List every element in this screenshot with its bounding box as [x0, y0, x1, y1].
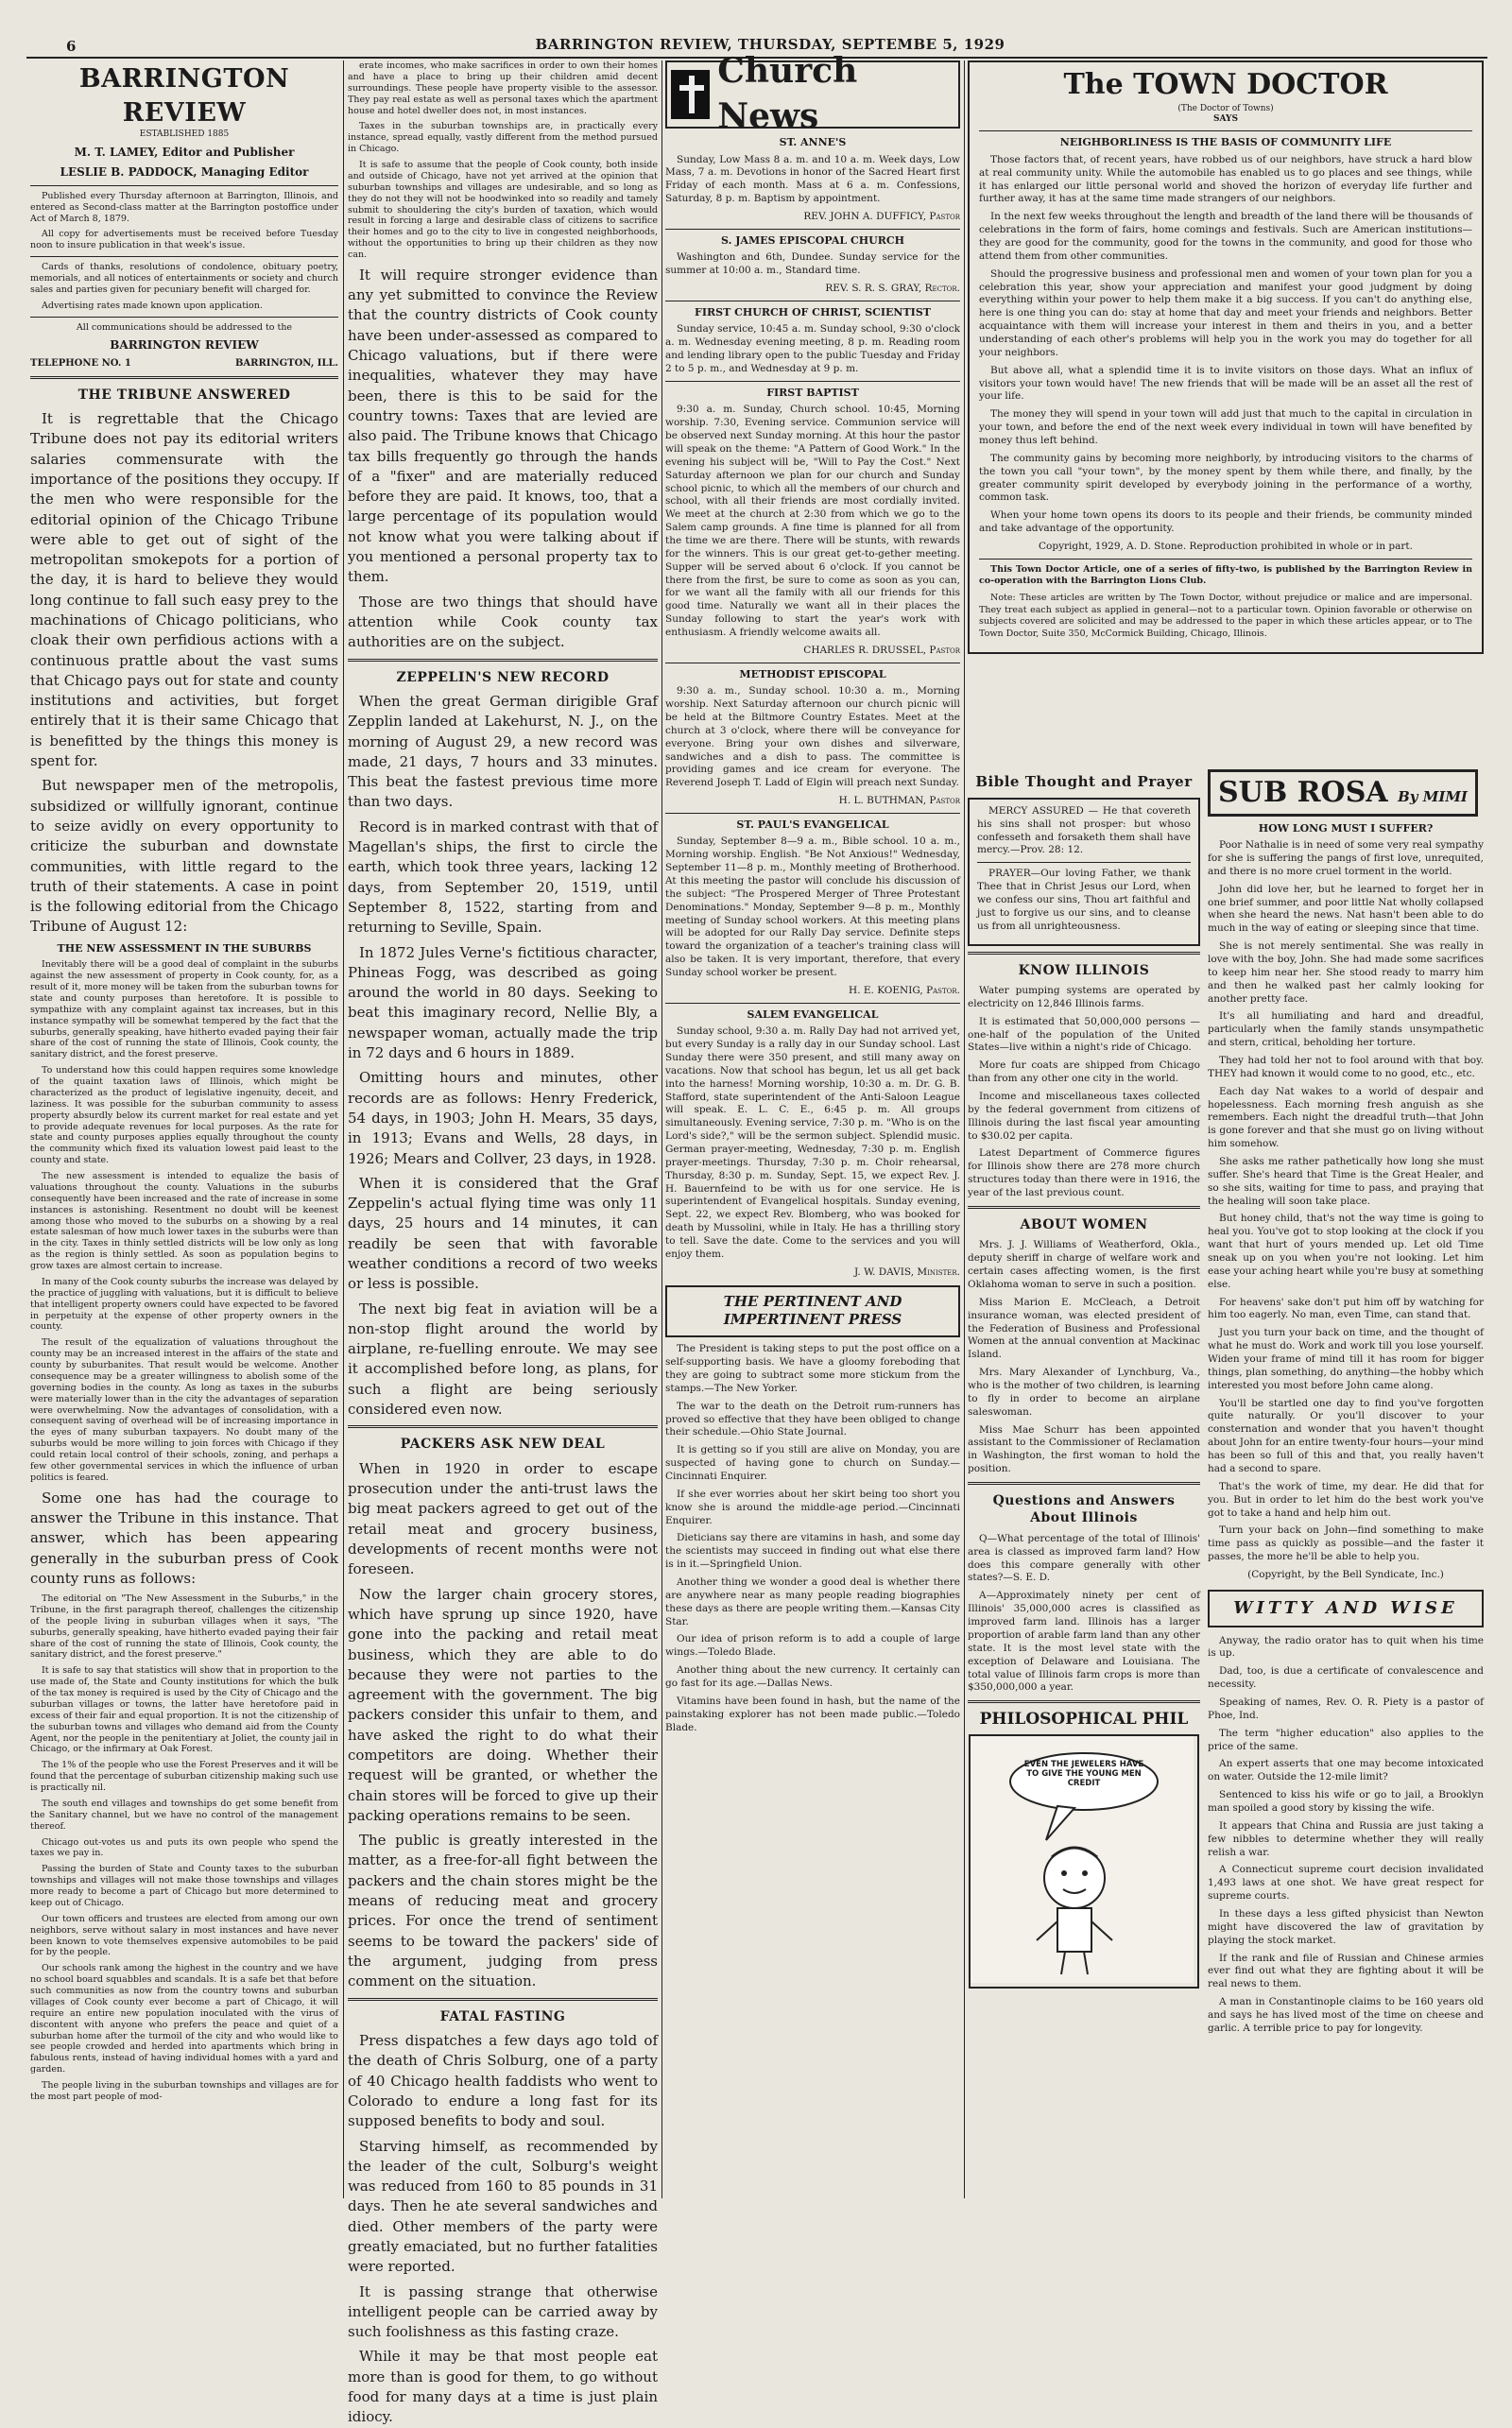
- paragraph: The editorial on "The New Assessment in the Suburbs," in the Tribune, in the first paragraph thereof, challenges the citizenship of the people living in suburban villages when it says, "The suburbs, generally speaking, have hitherto evaded paying their fair share of the cost of running the state of Illinois, Cook county, the sanitary district, and the forest preserve.": [30, 1593, 338, 1661]
- paragraph: It is estimated that 50,000,000 persons —one-half of the population of the United States—live within a night's ride of Chicago.: [968, 1015, 1200, 1054]
- cards-notice: Cards of thanks, resolutions of condolence, obituary poetry, memorials, and all notices of entertainments or society and church sales and parties given for pecuniary benefit will charged for.: [30, 262, 338, 295]
- communications-notice: All communications should be addressed to the: [76, 321, 293, 333]
- fasting-title: FATAL FASTING: [439, 2008, 566, 2024]
- church-news-title: Church News: [717, 51, 858, 136]
- town-doctor-notice: This Town Doctor Article, one of a series of fifty-two, is published by the Barrington Review in co-operation with the Barrington Lions Club.: [979, 563, 1472, 587]
- paragraph: John did love her, but he learned to forget her in one brief summer, and poor little Nat wholly collapsed when she heard the news. Nat hasn't been able to do much in the way of eating or sleeping since that time.: [1208, 883, 1484, 935]
- paragraph: Mrs. J. J. Williams of Weatherford, Okla., deputy sheriff in charge of welfare work and certain cases affecting women, is the first Oklahoma woman to serve in such a position.: [968, 1239, 1200, 1290]
- church-name: FIRST CHURCH OF CHRIST, SCIENTIST: [695, 305, 931, 319]
- paragraph: It is regrettable that the Chicago Tribune does not pay its editorial writers salaries commensurate with the importance of the positions they occupy. If the men who were responsible for the editorial opinion of the Chicago Tribune were able to get out of sight of the metropolitan smokepots for a portion of the day, it is hard to believe they would long continue to fall such easy prey to the machinations of Chicago politicians, who cloak their own perfidious actions with a continuous prattle about the vast sums that Chicago pays out for state and county institutions and activities, but forget entirely that it is their same Chicago that is benefitted by the things this money is spent for.: [30, 410, 338, 770]
- sub-rosa-copyright: (Copyright, by the Bell Syndicate, Inc.): [1247, 1568, 1444, 1580]
- church-signature: REV. JOHN A. DUFFICY, Pastor: [803, 210, 960, 222]
- paragraph: Miss Marion E. McCleach, a Detroit insurance woman, was elected president of the Federation of Business and Professional Women at the annual convention at Mackinac Island.: [968, 1296, 1200, 1361]
- church-signature: H. L. BUTHMAN, Pastor: [838, 795, 960, 807]
- paragraph: The money they will spend in your town will add just that much to the capital in circulation in your town, and before the end of the next week every individual in town will have benefited by money thus left behind.: [979, 408, 1472, 447]
- church-signature: H. E. KOENIG, Pastor.: [849, 984, 960, 996]
- press-item: Vitamins have been found in hash, but the name of the painstaking explorer has not been made public.—Toledo Blade.: [665, 1695, 960, 1733]
- paragraph: Each day Nat wakes to a world of despair and hopelessness. Each morning fresh anguish as she remembers. Each night the dreadful truth—that John is gone forever and that she must go on living without him somehow.: [1208, 1085, 1484, 1150]
- paragraph: For heavens' sake don't put him off by watching for him too eagerly. No man, even Time, can stand that.: [1208, 1296, 1484, 1321]
- masthead-editor: M. T. LAMEY, Editor and Publisher: [74, 146, 295, 160]
- witty-item: The term "higher education" also applies to the price of the same.: [1208, 1727, 1484, 1752]
- phil-title: PHILOSOPHICAL PHIL: [979, 1710, 1189, 1730]
- paragraph: Latest Department of Commerce figures for Illinois show there are 278 more church structures today than there were in 1916, the year of the last previous count.: [968, 1147, 1200, 1199]
- church-text: Sunday service, 10:45 a. m. Sunday school, 9:30 o'clock a. m. Wednesday evening meeting, 8 p. m. Reading room and lending library open to the public Tuesday and Friday 2 to 5 p. m., and Wednesday at 9 p. m.: [665, 323, 960, 374]
- paragraph: It is passing strange that otherwise intelligent people can be carried away by such foolishness as this fasting craze.: [348, 2282, 658, 2341]
- paragraph: In the next few weeks throughout the length and breadth of the land there will be thousands of celebrations in the form of fairs, home comings and festivals. Such are American institutions—they are good for the community, good for the towns in the community, and good for those who attend them from other communities.: [979, 211, 1472, 262]
- church-news-header: [665, 51, 960, 136]
- column-3: [665, 51, 960, 2198]
- paragraph: But above all, what a splendid time it is to invite visitors on those days. What an influx of visitors your town would have! The new friends that will be made will be an asset all the rest of your life.: [979, 364, 1472, 403]
- press-item: Our idea of prison reform is to add a couple of large wings.—Toledo Blade.: [665, 1633, 960, 1659]
- women-title: ABOUT WOMEN: [1020, 1216, 1148, 1232]
- sub-rosa-heading: HOW LONG MUST I SUFFER?: [1258, 821, 1434, 835]
- church-signature: J. W. DAVIS, Minister.: [854, 1266, 960, 1278]
- church-entry: [665, 818, 960, 998]
- witty-item: Sentenced to kiss his wife or go to jail, a Brooklyn man spoiled a good story by kissing the wife.: [1208, 1789, 1484, 1814]
- paragraph: But newspaper men of the metropolis, subsidized or willfully ignorant, continue to seize avidly on every opportunity to criticize the suburban and downstate communities, with little regard to the truth of their statements. A case in point is the following editorial from the Chicago Tribune of August 12:: [30, 777, 338, 936]
- paragraph: You'll be startled one day to find you've forgotten quite naturally. Or you'll discover to your consternation and wonder that you haven't thought about John for an entire twenty-four hours—your mind has been so full of this and that, you really haven't had a second to spare.: [1208, 1397, 1484, 1474]
- copy-notice: All copy for advertisements must be received before Tuesday noon to insure publication in that week's issue.: [30, 229, 338, 251]
- paragraph: Press dispatches a few days ago told of the death of Chris Solburg, one of a party of 40 Chicago health faddists who went to Colorado to endure a long fast for its supposed benefits to body and soul.: [348, 2032, 658, 2130]
- town-doctor-note: Note: These articles are written by The Town Doctor, without prejudice or malice and are impersonal. They treat each subject as applied in general—not to a particular town. Opinion favorable or otherwise on subjects covered are solicited and may be addressed to the paper in which these articles appear, or to The Town Doctor, Suite 350, McCormick Building, Chicago, Illinois.: [979, 592, 1472, 639]
- column-4: [968, 766, 1200, 2198]
- paragraph: erate incomes, who make sacrifices in order to own their homes and have a place to bring up their children amid decent surroundings. These people have property visible to the assessor. They pay real estate as well as personal taxes which the apartment house and hotel dweller does not, in most instances.: [348, 60, 658, 116]
- church-text: Washington and 6th, Dundee. Sunday service for the summer at 10:00 a. m., Standard time.: [665, 251, 960, 277]
- communications-name: BARRINGTON REVIEW: [110, 337, 259, 352]
- bible-mercy: MERCY ASSURED — He that covereth his sins shall not prosper: but whoso confesseth and forsaketh them shall have mercy.—Prov. 28: 12.: [977, 804, 1191, 856]
- town-doctor-title: The TOWN DOCTOR: [1063, 68, 1388, 101]
- philosophical-phil-cartoon: [971, 1736, 1194, 1983]
- church-text: Sunday, September 8—9 a. m., Bible school. 10 a. m., Morning worship. English. "Be Not Anxious!" Wednesday, September 11—8 p. m., Monthly meeting of Brotherhood. At this meeting the pastor will conclude his discussion of the subject: "The Prospered Merger of Three Protestant Denominations." Monday, September 9—8 p. m., Monthly meeting of Sunday school workers. At this meeting plans will be adopted for our Rally Day service. Definite steps toward the organization of a teacher's training class will also be taken. It is very important, therefore, that every Sunday school worker be present.: [665, 835, 960, 979]
- church-name: S. JAMES EPISCOPAL CHURCH: [721, 233, 904, 247]
- paragraph: The public is greatly interested in the matter, as a free-for-all fight between the packers and the chain stores might be the means of reducing meat and grocery prices. For once the trend of sentiment seems to be toward the packers' side of the argument, judging from press comment on the situation.: [348, 1832, 658, 1990]
- paragraph: To understand how this could happen requires some knowledge of the quaint taxation laws of Illinois, which might be characterized as the product of legislative ingenuity, deceit, and laziness. It was possible for the suburban community to assess property absurdly below its current market for real estate and yet to provide adequate revenues for local purposes. As the rate for state and county purposes applies equally throughout the county the community which fixed its valuation lowest paid least to the county and state.: [30, 1065, 338, 1166]
- witty-wise-title: WITTY AND WISE: [1208, 1590, 1484, 1627]
- paragraph: Q—What percentage of the total of Illinois' area is classed as improved farm land? How does this compare generally with other states?—S. E. D.: [968, 1532, 1200, 1584]
- paragraph: When in 1920 in order to escape prosecution under the anti-trust laws the big meat packers agreed to get out of the retail meat and grocery business, developments of recent months were not foreseen.: [348, 1459, 658, 1578]
- press-item: If she ever worries about her skirt being too short you know she is around the middle-age period.—Cincinnati Enquirer.: [665, 1488, 960, 1526]
- tribune-paras-2: [30, 1489, 338, 1589]
- sub-rosa-header: [1208, 769, 1484, 817]
- column-2: [348, 60, 658, 2426]
- column-rule: [964, 60, 965, 2198]
- church-text: 9:30 a. m. Sunday, Church school. 10:45, Morning worship. 7:30, Evening service. Communion service will be observed next Sunday morning. At this hour the pastor will speak on the theme: "A Pattern of Good Work." In the evening his subject will be, "Will to Pay the Cost." Next Saturday afternoon we plan for our church and Sunday school picnic, to which all the members of our church and school, with all their friends are most cordially invited. We meet at the church at 2:30 from which we go to the Salem camp grounds. A fine time is planned for all from the time we are there. There will be stunts, with rewards for the winners. This is our great get-to-gether meeting. Supper will be served about 6 o'clock. If you cannot be there from the first, be sure to come as soon as you can, for we want all the family with all our friends for this good time. Naturally we want all in their places the Sunday following to start the year's work with enthusiasm. A friendly welcome awaits all.: [665, 404, 960, 638]
- church-text: Sunday, Low Mass 8 a. m. and 10 a. m. Week days, Low Mass, 7 a. m. Devotions in honor of the Sacred Heart first Friday of each month. Mass at 6 a. m. Confessions, Saturday, 8 p. m. Baptism by appointment.: [665, 153, 960, 205]
- paragraph: Poor Nathalie is in need of some very real sympathy for she is suffering the pangs of first love, unrequited, and there is no more cruel torment in the world.: [1208, 839, 1484, 877]
- zeppelin-title: ZEPPELIN'S NEW RECORD: [396, 669, 610, 685]
- church-text: 9:30 a. m., Sunday school. 10:30 a. m., Morning worship. Next Saturday afternoon our church picnic will be held at the Biltmore Country Estates. Meet at the church at 3 o'clock, where there will be conveyance for everyone. Bring your own dishes and silverware, sandwiches and a dish to pass. The committee is providing games and ice cream for everyone. The Reverend Joseph T. Ladd of Elgin will preach next Sunday.: [665, 685, 960, 789]
- press-item: Another thing we wonder a good deal is whether there are anywhere near as many people reading biographies these days as there are people writing them.—Kansas City Star.: [665, 1576, 960, 1627]
- paragraph: Should the progressive business and professional men and women of your town plan for you a celebration this year, show your appreciation and manifest your good judgment by doing everything within your power to help them make it a big success. If you can't do anything else, here is one thing you can do: stay at home that day and meet your friends and neighbors. Better acquaintance with them will increase your interest in them and theirs in you, and a better understanding of each other's problems will help you in the work you may do together for all your neighbors.: [979, 267, 1472, 358]
- paragraph: It is safe to assume that the people of Cook county, both inside and outside of Chicago, have not yet arrived at the opinion that suburban townships and villages are undesirable, and so long as they do not they will not be hoodwinked into so readily and tamely submit to shouldering the city's burden of taxation, which would result in forcing a large and desirable class of citizens to sacrifice their homes and go to the city to live in congested neighborhoods, without the opportunities to bring up their children as they now can.: [348, 160, 658, 260]
- church-signature: CHARLES R. DRUSSEL, Pastor: [803, 644, 960, 656]
- column-1: [30, 60, 338, 2198]
- paragraph: Omitting hours and minutes, other records are as follows: Henry Frederick, 54 days, in 1903; John H. Mears, 35 days, in 1913; Evans and Wells, 28 days, in 1926; Mears and Collver, 23 days, in 1928.: [348, 1069, 658, 1167]
- masthead-established: ESTABLISHED 1885: [139, 129, 230, 140]
- masthead: [30, 62, 338, 379]
- paragraph: They had told her not to fool around with that boy. THEY had known it would come to no good, etc., etc.: [1208, 1055, 1484, 1079]
- page-number: 6: [66, 38, 77, 55]
- paragraph: More fur coats are shipped from Chicago than from any other one city in the world.: [968, 1059, 1200, 1085]
- paragraph: It is safe to say that statistics will show that in proportion to the use made of, the State and County institutions for which the bulk of the tax money is required is used by the City of Chicago and the suburban villages or towns, the latter have heretofore paid in excess of their fair and equal proportion. It is not the citizenship of the suburban towns and villages who demand aid from the County Agent, nor the people in the penitentiary at Joliet, the county jail in Chicago, or the infirmary at Oak Forest.: [30, 1665, 338, 1755]
- paragraph: When it is considered that the Graf Zeppelin's actual flying time was only 11 days, 25 hours and 14 minutes, it can readily be seen that with favorable weather conditions a record of two weeks or less is possible.: [348, 1174, 658, 1293]
- church-name: FIRST BAPTIST: [766, 386, 859, 399]
- paragraph: She asks me rather pathetically how long she must suffer. She's heard that Time is the Great Healer, and so she sits, waiting for time to pass, and praying that the healing will soon take place.: [1208, 1156, 1484, 1207]
- rates-notice: Advertising rates made known upon application.: [42, 300, 263, 311]
- paragraph: Inevitably there will be a good deal of complaint in the suburbs against the new assessment of property in Cook county, for, as a result of it, more money will be taken from the suburban towns for state and county purposes than heretofore. It is possible to sympathize with any complaint against tax increases, but in this instance sympathy will be somewhat tempered by the fact that the suburbs, generally speaking, have hitherto evaded paying their fair share of the cost of running the state of Illinois, Cook county, the sanitary district, and the forest preserve.: [30, 959, 338, 1060]
- fasting-article: [348, 2031, 658, 2428]
- paragraph: The people living in the suburban townships and villages are for the most part people of mod-: [30, 2080, 338, 2102]
- paragraph: Income and miscellaneous taxes collected by the federal government from citizens of Illinois during the last fiscal year amounting to $30.02 per capita.: [968, 1091, 1200, 1142]
- paragraph: Those are two things that should have attention while Cook county tax authorities are on the subject.: [348, 593, 658, 651]
- church-entry: [665, 668, 960, 808]
- witty-item: Dad, too, is due a certificate of convalescence and necessity.: [1208, 1665, 1484, 1691]
- paragraph: Miss Mae Schurr has been appointed assistant to the Commissioner of Reclamation in Washington, the first woman to hold the position.: [968, 1423, 1200, 1475]
- masthead-managing: LESLIE B. PADDOCK, Managing Editor: [60, 164, 309, 179]
- press-item: Dieticians say there are vitamins in hash, and some day the scientists may succeed in finding out what else there is in it.—Springfield Union.: [665, 1532, 960, 1571]
- church-entry: [665, 136, 960, 224]
- paragraph: Our town officers and trustees are elected from among our own neighbors, serve without salary in most instances and have never been known to vote themselves expensive automobiles to be paid for by the people.: [30, 1913, 338, 1958]
- church-signature: REV. S. R. S. GRAY, Rector.: [825, 283, 960, 295]
- town-doctor-copyright: Copyright, 1929, A. D. Stone. Reproduction prohibited in whole or in part.: [1039, 541, 1413, 553]
- town-doctor-says: SAYS: [1213, 114, 1238, 125]
- paragraph: Some one has had the courage to answer the Tribune in this instance. That answer, which has been appearing generally in the suburban press of Cook county runs as follows:: [30, 1489, 338, 1587]
- church-name: ST. PAUL'S EVANGELICAL: [736, 818, 889, 831]
- quote-title: THE NEW ASSESSMENT IN THE SUBURBS: [57, 941, 312, 955]
- witty-item: It appears that China and Russia are just taking a few nibbles to determine whether they will really relish a war.: [1208, 1819, 1484, 1858]
- tribune-answer: [30, 1593, 338, 2103]
- paragraph: When the great German dirigible Graf Zepplin landed at Lakehurst, N. J., on the morning of August 29, a new record was made, 21 days, 7 hours and 33 minutes. This beat the fastest previous time more than two days.: [348, 692, 658, 811]
- town-doctor-box: [968, 60, 1484, 654]
- paragraph: Passing the burden of State and County taxes to the suburban townships and villages will not make those townships and villages more ready to become a part of Chicago but more determined to keep out of Chicago.: [30, 1864, 338, 1908]
- qa-title: Questions and Answers About Illinois: [992, 1492, 1176, 1526]
- paragraph: The south end villages and townships do get some benefit from the Sanitary channel, but we have no control of the management thereof.: [30, 1798, 338, 1832]
- paragraph: Now the larger chain grocery stores, which have sprung up since 1920, have gone into the packing and retail meat business, which they are able to do because they were not parties to the agreement with the government. The big packers consider this unfair to them, and have asked the right to do what their competitors are doing. Whether their request will be granted, or whether the chain stores will be forced to give up their packing operations remains to be seen.: [348, 1585, 658, 1824]
- church-name: SALEM EVANGELICAL: [747, 1007, 879, 1021]
- witty-item: Speaking of names, Rev. O. R. Piety is a pastor of Phoe, Ind.: [1208, 1696, 1484, 1721]
- paragraph: She is not merely sentimental. She was really in love with the boy, John. She had made some sacrifices to keep him near her. She stood ready to marry him and then he walked past her calmly looking for another pretty face.: [1208, 940, 1484, 1005]
- witty-item: In these days a less gifted physicist than Newton might have discovered the law of gravitation by playing the stock market.: [1208, 1908, 1484, 1946]
- paragraph: Mrs. Mary Alexander of Lynchburg, Va., who is the mother of two children, is learning to fly in order to become an airplane saleswoman.: [968, 1367, 1200, 1418]
- paragraph: The new assessment is intended to equalize the basis of valuations throughout the county. Valuations in the suburbs consequently have been increased and the rate of increase in some instances is astonishing. Resentment no doubt will be keenest among those who moved to the suburbs on a showing by a real estate salesman of how much lower taxes in the suburbs were than in the city. Taxes in thinly settled districts will be low only as long as the region is thinly settled. As soon as population begins to grow taxes are almost certain to increase.: [30, 1171, 338, 1271]
- sub-rosa-title: SUB ROSA By MIMI: [1208, 769, 1478, 817]
- church-entry: [665, 1008, 960, 1280]
- press-item: The war to the death on the Detroit rum-runners has proved so effective that they have been obliged to change their schedule.—Ohio State Journal.: [665, 1400, 960, 1438]
- paragraph: It will require stronger evidence than any yet submitted to convince the Review that the country districts of Cook county have been under-assessed as compared to Chicago valuations, but if there were inequalities, whatever they may have been, there is this to be said for the country towns: Taxes that are levied are also paid. The Tribune knows that Chicago tax bills frequently go through the hands of a "fixer" and are materially reduced before they are paid. It knows, too, that a large percentage of its population would not know what you were talking about if you mentioned a personal property tax to them.: [348, 266, 658, 586]
- paragraph: Chicago out-votes us and puts its own people who spend the taxes we pay in.: [30, 1836, 338, 1859]
- paragraph: But honey child, that's not the way time is going to heal you. You've got to stop looking at the clock if you want that hurt of yours mended up. Let old Time sneak up on you when you're not looking. Let him ease your aching heart while you're busy at something else.: [1208, 1213, 1484, 1290]
- masthead-title: BARRINGTON REVIEW: [78, 64, 290, 128]
- illinois-title: KNOW ILLINOIS: [1018, 962, 1150, 978]
- paragraph: In 1872 Jules Verne's fictitious character, Phineas Fogg, was described as going around the world in 80 days. Seeking to beat this imaginary record, Nellie Bly, a newspaper woman, actually made the trip in 72 days and 6 hours in 1889.: [348, 943, 658, 1062]
- bible-title: Bible Thought and Prayer: [975, 773, 1193, 790]
- paragraph: Starving himself, as recommended by the leader of the cult, Solburg's weight was reduced from 160 to 85 pounds in 31 days. Then he ate several sandwiches and died. Other members of the party were greatly emaciated, but no further fatalities were reported.: [348, 2137, 658, 2276]
- witty-item: A Connecticut supreme court decision invalidated 1,493 laws at one shot. We have great respect for supreme courts.: [1208, 1864, 1484, 1903]
- paragraph: Our schools rank among the highest in the country and we have no school board squabbles and scandals. It is a safe bet that before such communities as now from the country towns and suburban villages of Cook county ever become a part of Chicago, it will require an entire new population inoculated with the virus of discontent with anyone who prefers the peace and quiet of a suburban home after the turmoil of the city and who would like to see people crowded and herded into apartments which bring in fabulous rents, instead of having individual homes with a yard and garden.: [30, 1963, 338, 2075]
- sub-rosa-byline: By MIMI: [1398, 788, 1468, 805]
- press-item: It is getting so if you still are alive on Monday, you are suspected of having gone to church on Sunday.—Cincinnati Enquirer.: [665, 1444, 960, 1482]
- publication-notice: Published every Thursday afternoon at Barrington, Illinois, and entered as Second-class matter at the Barrington postoffice under Act of March 8, 1879.: [30, 190, 338, 224]
- pertinent-press-title: THE PERTINENT AND IMPERTINENT PRESS: [665, 1285, 960, 1338]
- town-doctor-headline: NEIGHBORLINESS IS THE BASIS OF COMMUNITY LIFE: [1059, 136, 1392, 149]
- tribune-paras: [30, 409, 338, 938]
- tribune-answer-cont: [348, 60, 658, 261]
- church-name: ST. ANNE'S: [779, 136, 847, 148]
- running-title: BARRINGTON REVIEW, THURSDAY, SEPTEMBE 5, 1929: [535, 36, 1005, 53]
- church-entry: [665, 234, 960, 296]
- paragraph: The next big feat in aviation will be a non-stop flight around the world by airplane, re-fuelling enroute. We may see it accomplished before long, as plans, for such a flight are being seriously considered even now.: [348, 1300, 658, 1419]
- church-entry: [665, 306, 960, 376]
- press-item: The President is taking steps to put the post office on a self-supporting basis. We have a gloomy foreboding that they are going to subtract some more stickum from the stamps.—The New Yorker.: [665, 1343, 960, 1394]
- church-entry: [665, 387, 960, 658]
- paragraph: The result of the equalization of valuations throughout the county may be an increased interest in the affairs of the state and county by suburbanites. That result would be welcome. Another consequence may be a greater willingness to abolish some of the governing bodies in the county. As long as taxes in the suburbs were materially lower than in the city the advantages of separation were overwhelming. Now the advantages of consolidation, with a consequent saving of overhead will be of increasing importance in the eyes of many suburban taxpayers. No doubt many of the suburbs would be more willing to join forces with Chicago if they could retain local control of their schools, zoning, and perhaps a few other governmental services in which the influence of urban politics is feared.: [30, 1337, 338, 1483]
- paragraph: Water pumping systems are operated by electricity on 12,846 Illinois farms.: [968, 985, 1200, 1009]
- cartoon-image: [969, 1734, 1199, 1989]
- paragraph: While it may be that most people eat more than is good for them, to go without food for many days at a time is just plain idiocy.: [348, 2348, 658, 2426]
- contact-line: [30, 357, 338, 370]
- paragraph: The 1% of the people who use the Forest Preserves and it will be found that the percentage of suburban citizenship making such use is practically nil.: [30, 1760, 338, 1794]
- paragraph: In many of the Cook county suburbs the increase was delayed by the practice of juggling with valuations, but it is difficult to believe that intelligent property owners could have expected to be favored in perpetuity at the expense of other property owners in the county.: [30, 1276, 338, 1333]
- telephone: TELEPHONE NO. 1: [30, 358, 131, 370]
- paragraph: The community gains by becoming more neighborly, by introducing visitors to the charms of the town you call "your town", by the money spent by them while there, and finally, by the greater community spirit developed by everybody joining in the performance of a worthy, common task.: [979, 452, 1472, 504]
- column-5: [1208, 766, 1484, 2198]
- paragraph: It's all humiliating and hard and dreadful, particularly when the family stands unsympathetic and stern, critical, beholding her torture.: [1208, 1010, 1484, 1049]
- packers-article: [348, 1459, 658, 1992]
- bible-prayer: PRAYER—Our loving Father, we thank Thee that in Christ Jesus our Lord, when we confess our sins, Thou art faithful and just to forgive us our sins, and to cleanse us from all unrighteousness.: [977, 868, 1191, 932]
- packers-title: PACKERS ASK NEW DEAL: [400, 1437, 606, 1453]
- pertinent-press-items: [665, 1343, 960, 1734]
- balloon-text: EVEN THE JEWELERS HAVE TO GIVE THE YOUNG MEN CREDIT: [1023, 1759, 1144, 1788]
- witty-item: An expert asserts that one may become intoxicated on water. Outside the 12-mile limit?: [1208, 1758, 1484, 1783]
- witty-item: A man in Constantinople claims to be 160 years old and says he has lived most of the time on cheese and garlic. A terrible price to pay for longevity.: [1208, 1996, 1484, 2034]
- paragraph: A—Approximately ninety per cent of Illinois' 35,000,000 acres is classified as improved farm land. Illinois has a larger proportion of arable farm land than any other state. It is the most level state with the exception of Delaware and Louisiana. The total value of Illinois farm crops is more than $350,000,000 a year.: [968, 1590, 1200, 1694]
- town-doctor-subtitle: (The Doctor of Towns): [1177, 103, 1274, 113]
- paragraph: Taxes in the suburban townships are, in practically every instance, spread equally, vastly different from the method pursued in Chicago.: [348, 121, 658, 155]
- paragraph: Record is in marked contrast with that of Magellan's ships, the first to circle the earth, which took three years, lacking 12 days, from September 20, 1519, until September 8, 1522, starting from and returning to Seville, Spain.: [348, 818, 658, 937]
- paragraph: Those factors that, of recent years, have robbed us of our neighbors, have struck a hard blow at real community unity. While the automobile has enabled us to go places and see things, while it has enlarged our little personal world and shoved the horizon of everyday life further and further away, it has at the same time made strangers of our neighbors.: [979, 153, 1472, 205]
- paragraph: When your home town opens its doors to its people and their friends, be community minded and take advantage of the opportunity.: [979, 509, 1472, 535]
- city: BARRINGTON, ILL.: [234, 358, 338, 370]
- paragraph: That's the work of time, my dear. He did that for you. But in order to let him do the best work you've got to take a hand and help him out.: [1208, 1480, 1484, 1519]
- town-doctor-section: [968, 60, 1484, 760]
- press-item: Another thing about the new currency. It certainly can go fast for its age.—Dallas News.: [665, 1664, 960, 1689]
- bible-box: [968, 798, 1200, 946]
- witty-item: If the rank and file of Russian and Chinese armies ever find out what they are fighting about it will be real news to them.: [1208, 1952, 1484, 1990]
- church-name: METHODIST EPISCOPAL: [739, 667, 886, 680]
- review-comment: [348, 266, 658, 653]
- tribune-title: THE TRIBUNE ANSWERED: [77, 387, 291, 403]
- tribune-quote: [30, 959, 338, 1483]
- paragraph: Turn your back on John—find something to make time pass as quickly as possible—and the faster it passes, the more he'll be able to help you.: [1208, 1524, 1484, 1563]
- church-text: Sunday school, 9:30 a. m. Rally Day had not arrived yet, but every Sunday is a rally day in our Sunday school. Last Sunday there were 350 present, and still many away on vacations. Now that school has begun, let us all get back into the harness! Morning worship, 10:30 a. m. Dr. G. B. Stafford, state superintendent of the Anti-Saloon League will speak. E. L. C. E., 6:45 p. m. All groups simultaneously. Evening service, 7:30 p. m. "Who is on the Lord's side?," will be the sermon subject. Splendid music. German prayer-meeting, Wednesday, 7:30 p. m. English prayer-meetings. Thursday, 7:30 p. m. Choir rehearsal, Thursday, 8:30 p. m. Sunday, Sept. 15, we expect Rev. J. H. Bauernfeind to be with us for one service. He is superintendent of Evangelical hospitals. Sunday evening, Sept. 22, we expect Rev. Blomberg, who was booked for death by Mussolini, while in Italy. He has a thrilling story to tell. Save the date. Come to the services and you will enjoy them.: [665, 1025, 960, 1260]
- paragraph: Just you turn your back on time, and the thought of what he must do. Work and work till you lose yourself. Widen your frame of mind till it has room for bigger things, plan something, do anything—the hobby which interested you most before John came along.: [1208, 1327, 1484, 1391]
- zeppelin-article: [348, 692, 658, 1420]
- column-rule: [343, 60, 344, 2198]
- witty-item: Anyway, the radio orator has to quit when his time is up.: [1208, 1634, 1484, 1660]
- cross-icon: [671, 70, 710, 119]
